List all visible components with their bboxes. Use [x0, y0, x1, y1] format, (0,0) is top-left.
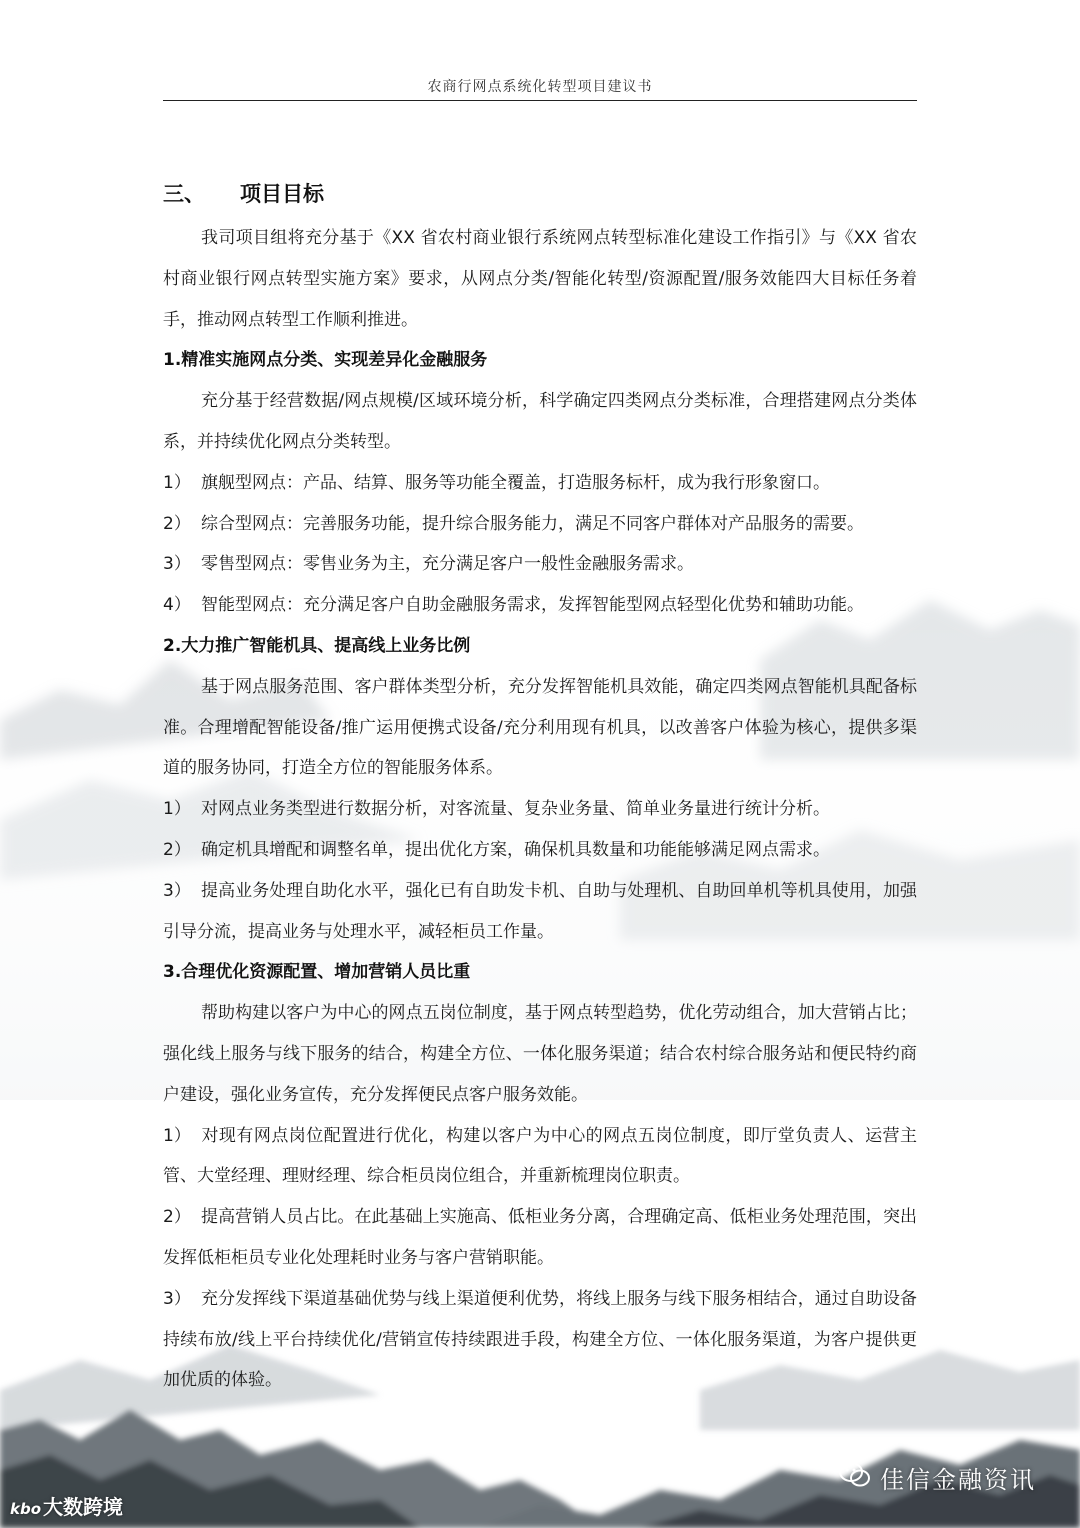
section-number: 三、: [163, 182, 205, 206]
watermark-right: [838, 1460, 1036, 1495]
goal-heading: 2.大力推广智能机具、提高线上业务比例: [163, 635, 471, 656]
goal-heading: 3.合理优化资源配置、增加营销人员比重: [163, 962, 471, 983]
goal-description: 帮助构建以客户为中心的网点五岗位制度，基于网点转型趋势，优化劳动组合，加大营销占比；强化线上服务与线下服务的结合，构建全方位、一体化服务渠道；结合农村综合服务站和便民特约商户建设，强化业务宣传，充分发挥便民点客户服务效能。: [163, 1003, 917, 1105]
list-index: 1）: [163, 1125, 191, 1146]
list-item: [163, 789, 917, 830]
list-index: 4）: [163, 595, 191, 616]
list-index: 2）: [163, 1207, 191, 1228]
list-text: 提高业务处理自助化水平，强化已有自助发卡机、自助与处理机、自助回单机等机具使用，加强引导分流，提高业务与处理水平，减轻柜员工作量。: [163, 880, 917, 942]
list-item: [163, 504, 917, 545]
section-heading: [163, 174, 917, 214]
list-item: [163, 830, 917, 871]
list-text: 充分发挥线下渠道基础优势与线上渠道便利优势，将线上服务与线下服务相结合，通过自助设备持续布放/线上平台持续优化/营销宣传持续跟进手段，构建全方位、一体化服务渠道，为客户提供更加优质的体验。: [163, 1288, 917, 1391]
list-text: 提高营销人员占比。在此基础上实施高、低柜业务分离，合理确定高、低柜业务处理范围，突出发挥低柜柜员专业化处理耗时业务与客户营销职能。: [163, 1207, 917, 1268]
watermark-mark: kbo: [10, 1500, 42, 1518]
list-item: [163, 1197, 917, 1279]
wechat-icon: [838, 1461, 880, 1495]
list-item: [163, 1116, 917, 1198]
list-text: 对网点业务类型进行数据分析，对客流量、复杂业务量、简单业务量进行统计分析。: [201, 799, 830, 820]
list-index: 3）: [163, 554, 191, 575]
watermark-left-text: 大数跨境: [43, 1495, 124, 1519]
list-item: [163, 585, 917, 626]
list-item: [163, 463, 917, 504]
intro-paragraph: 我司项目组将充分基于《XX 省农村商业银行系统网点转型标准化建设工作指引》与《XX 省农村商业银行网点转型实施方案》要求，从网点分类/智能化转型/资源配置/服务效能四大目标任务着手，推动网点转型工作顺利推进。: [163, 228, 917, 330]
list-index: 1）: [163, 799, 191, 820]
list-text: 对现有网点岗位配置进行优化，构建以客户为中心的网点五岗位制度，即厅堂负责人、运营主管、大堂经理、理财经理、综合柜员岗位组合，并重新梳理岗位职责。: [163, 1125, 917, 1187]
header-rule: [163, 100, 917, 101]
document-header-title: 农商行网点系统化转型项目建议书: [427, 79, 653, 95]
document-body: [163, 174, 917, 1401]
list-index: 3）: [163, 880, 191, 901]
list-text: 旗舰型网点：产品、结算、服务等功能全覆盖，打造服务标杆，成为我行形象窗口。: [201, 472, 830, 493]
list-text: 智能型网点：充分满足客户自助金融服务需求，发挥智能型网点轻型化优势和辅助功能。: [201, 595, 864, 616]
watermark-left: [10, 1491, 123, 1520]
list-text: 综合型网点：完善服务功能，提升综合服务能力，满足不同客户群体对产品服务的需要。: [201, 513, 864, 534]
list-index: 2）: [163, 839, 191, 860]
list-index: 2）: [163, 513, 191, 534]
list-item: [163, 871, 917, 953]
goal-description: 基于网点服务范围、客户群体类型分析，充分发挥智能机具效能，确定四类网点智能机具配备标准。合理增配智能设备/推广运用便携式设备/充分利用现有机具，以改善客户体验为核心，提供多渠道的服务协同，打造全方位的智能服务体系。: [163, 676, 917, 779]
goal-description: 充分基于经营数据/网点规模/区域环境分析，科学确定四类网点分类标准，合理搭建网点分类体系，并持续优化网点分类转型。: [163, 391, 917, 452]
list-item: [163, 544, 917, 585]
section-title: 项目目标: [240, 182, 324, 206]
goal-heading: 1.精准实施网点分类、实现差异化金融服务: [163, 350, 488, 371]
list-text: 零售型网点：零售业务为主，充分满足客户一般性金融服务需求。: [201, 554, 694, 575]
list-index: 3）: [163, 1288, 191, 1309]
watermark-right-text: 佳信金融资讯: [880, 1466, 1036, 1494]
list-text: 确定机具增配和调整名单，提出优化方案，确保机具数量和功能能够满足网点需求。: [201, 839, 830, 860]
list-item: [163, 1279, 917, 1401]
list-index: 1）: [163, 472, 191, 493]
